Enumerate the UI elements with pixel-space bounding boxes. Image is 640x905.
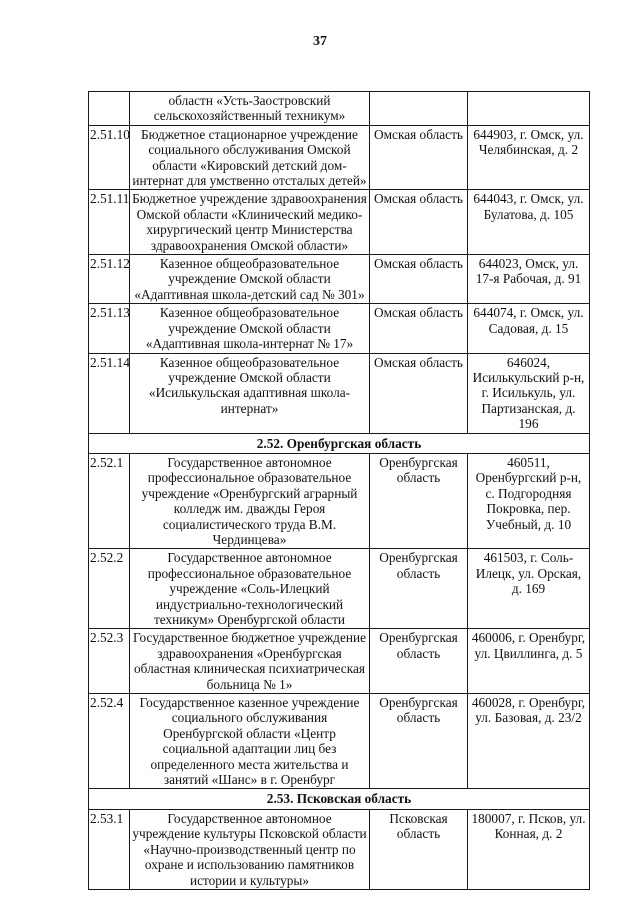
region-cell: Оренбургская область xyxy=(370,549,468,629)
page-number: 37 xyxy=(313,34,327,49)
address-cell: 644074, г. Омск, ул. Садовая, д. 15 xyxy=(468,304,590,353)
region-cell: Омская область xyxy=(370,190,468,255)
row-number-cell: 2.52.1 xyxy=(89,453,130,548)
row-number-cell: 2.52.4 xyxy=(89,694,130,789)
institution-name-cell: Казенное общеобразовательное учреждение Омской области «Адаптивная школа-интернат № 17» xyxy=(130,304,370,353)
row-number-cell: 2.51.13 xyxy=(89,304,130,353)
institution-name-cell: Бюджетное учреждение здравоохранения Омской области «Клинический медико-хирургический центр Министерства здравоохранения Омской области» xyxy=(130,190,370,255)
row-number-cell: 2.51.14 xyxy=(89,353,130,433)
region-cell: Оренбургская область xyxy=(370,453,468,548)
row-number-cell: 2.51.12 xyxy=(89,255,130,304)
institution-name-cell: Казенное общеобразовательное учреждение Омской области «Адаптивная школа-детский сад № 301» xyxy=(130,255,370,304)
institutions-table xyxy=(88,91,590,890)
row-number-cell: 2.51.11 xyxy=(89,190,130,255)
institution-name-cell: Государственное бюджетное учреждение здравоохранения «Оренбургская областная клиническая психиатрическая больница № 1» xyxy=(130,629,370,694)
region-cell: Омская область xyxy=(370,255,468,304)
address-cell: 644043, г. Омск, ул. Булатова, д. 105 xyxy=(468,190,590,255)
section-title: 2.52. Оренбургская область xyxy=(89,433,590,453)
table-row xyxy=(89,549,590,629)
row-number-cell: 2.53.1 xyxy=(89,809,130,889)
region-cell: Омская область xyxy=(370,353,468,433)
region-cell xyxy=(370,92,468,126)
institution-name-cell: Государственное казенное учреждение социального обслуживания Оренбургской области «Центр социальной адаптации лиц без определенного места жительства и занятий «Шанс» в г. Оренбург xyxy=(130,694,370,789)
institution-name-cell: Государственное автономное профессиональное образовательное учреждение «Соль-Илецкий индустриально-технологический техникум» Оренбургской области xyxy=(130,549,370,629)
address-cell: 461503, г. Соль-Илецк, ул. Орская, д. 169 xyxy=(468,549,590,629)
address-cell: 646024, Исилькульский р-н, г. Исилькуль, ул. Партизанская, д. 196 xyxy=(468,353,590,433)
table-row xyxy=(89,125,590,190)
table-row xyxy=(89,694,590,789)
row-number-cell: 2.52.3 xyxy=(89,629,130,694)
address-cell: 460006, г. Оренбург, ул. Цвиллинга, д. 5 xyxy=(468,629,590,694)
section-title: 2.53. Псковская область xyxy=(89,789,590,809)
table-row xyxy=(89,190,590,255)
region-cell: Омская область xyxy=(370,304,468,353)
institution-name-cell: Государственное автономное профессиональное образовательное учреждение «Оренбургский аграрный колледж им. дважды Героя социалистического труда В.М. Чердинцева» xyxy=(130,453,370,548)
row-number-cell: 2.52.2 xyxy=(89,549,130,629)
institution-name-cell: Казенное общеобразовательное учреждение Омской области «Исилькульская адаптивная школа-интернат» xyxy=(130,353,370,433)
row-number-cell: 2.51.10 xyxy=(89,125,130,190)
address-cell: 644903, г. Омск, ул. Челябинская, д. 2 xyxy=(468,125,590,190)
table-row xyxy=(89,304,590,353)
region-cell: Оренбургская область xyxy=(370,629,468,694)
table-row xyxy=(89,255,590,304)
institution-name-cell: Бюджетное стационарное учреждение социального обслуживания Омской области «Кировский детский дом-интернат для умственно отсталых детей» xyxy=(130,125,370,190)
table-row xyxy=(89,629,590,694)
table-row xyxy=(89,453,590,548)
row-number-cell xyxy=(89,92,130,126)
institution-name-cell: Государственное автономное учреждение культуры Псковской области «Научно-производственный центр по охране и использованию памятников истории и культуры» xyxy=(130,809,370,889)
section-header-row xyxy=(89,433,590,453)
address-cell: 644023, Омск, ул. 17-я Рабочая, д. 91 xyxy=(468,255,590,304)
region-cell: Псковская область xyxy=(370,809,468,889)
institution-name-cell: областн «Усть-Заостровский сельскохозяйственный техникум» xyxy=(130,92,370,126)
region-cell: Оренбургская область xyxy=(370,694,468,789)
address-cell: 460028, г. Оренбург, ул. Базовая, д. 23/2 xyxy=(468,694,590,789)
table-row xyxy=(89,809,590,889)
section-header-row xyxy=(89,789,590,809)
region-cell: Омская область xyxy=(370,125,468,190)
address-cell xyxy=(468,92,590,126)
address-cell: 460511, Оренбургский р-н, с. Подгородняя Покровка, пер. Учебный, д. 10 xyxy=(468,453,590,548)
table-row xyxy=(89,92,590,126)
address-cell: 180007, г. Псков, ул. Конная, д. 2 xyxy=(468,809,590,889)
table-row xyxy=(89,353,590,433)
